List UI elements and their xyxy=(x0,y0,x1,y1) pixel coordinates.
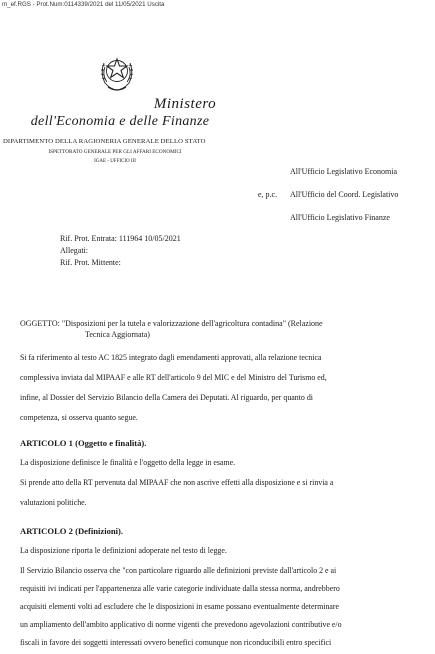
ref-entry-protocol: Rif. Prot. Entrata: 111964 10/05/2021 xyxy=(60,234,181,243)
article2-line-2: Il Servizio Bilancio osserva che "con particolare riguardo alle definizioni previste dall'articolo 2 e ai xyxy=(20,566,337,575)
article1-line-2: Si prende atto della RT pervenuta dal MIPAAF che non ascrive effetti alla disposizione e si rinvia a xyxy=(20,478,334,487)
recipient-main: All'Ufficio Legislativo Economia xyxy=(290,167,398,176)
department-name: DIPARTIMENTO DELLA RAGIONERIA GENERALE DELLO STATO xyxy=(3,138,206,145)
article2-line-1: La disposizione riporta le definizioni adoperate nel testo di legge. xyxy=(20,546,227,555)
intro-line-2: complessiva inviata dal MIPAAF e alle RT dell'articolo 9 del MIC e del Ministro del Turismo ed, xyxy=(20,373,327,382)
recipient-cc-1: All'Ufficio del Coord. Legislativo xyxy=(290,190,399,199)
article2-line-4: acquisiti elementi volti ad escludere che le disposizioni in esame possano eventualmente determinare xyxy=(20,602,340,611)
intro-line-3: infine, al Dossier del Servizio Bilancio della Camera dei Deputati. Al riguardo, per quanto di xyxy=(20,393,313,402)
inspectorate-name: ISPETTORATO GENERALE PER GLI AFFARI ECONOMICI xyxy=(48,149,182,155)
article2-line-6: fiscali in favore dei soggetti interessati ovvero benefici comunque non riconducibili entro specifici xyxy=(20,638,332,647)
subject-line-1: OGGETTO: "Disposizioni per la tutela e valorizzazione dell'agricoltura contadina" (Relazione xyxy=(20,319,323,328)
italian-republic-emblem-icon xyxy=(96,53,138,93)
protocol-stamp: m_ef.RGS - Prot.Num:0114339/2021 del 11/05/2021 Uscita xyxy=(2,1,165,8)
article2-heading: ARTICOLO 2 (Definizioni). xyxy=(20,526,124,536)
article1-line-1: La disposizione definisce le finalità e l'oggetto della legge in esame. xyxy=(20,458,236,467)
ministry-name-line1: Ministero xyxy=(153,96,217,112)
intro-line-1: Si fa riferimento al testo AC 1825 integrato dagli emendamenti approvati, alla relazione tecnica xyxy=(20,353,322,362)
article2-line-5: un ampliamento dell'ambito applicativo di norme vigenti che prevedono agevolazioni contributive e/o xyxy=(20,620,342,629)
article1-heading: ARTICOLO 1 (Oggetto e finalità). xyxy=(20,438,147,448)
intro-line-4: competenza, si osserva quanto segue. xyxy=(20,413,138,422)
ministry-name-line2: dell'Economia e delle Finanze xyxy=(30,114,210,129)
cc-label: e, p.c. xyxy=(258,190,278,199)
office-name: IGAE - UFFICIO III xyxy=(94,159,136,164)
recipient-cc-2: All'Ufficio Legislativo Finanze xyxy=(290,213,390,222)
subject-line-2: Tecnica Aggiornata) xyxy=(85,330,150,339)
ref-sender-protocol: Rif. Prot. Mittente: xyxy=(60,258,121,267)
article2-line-3: requisiti ivi indicati per l'appartenenza alle varie categorie individuate dalla stessa norma, andrebbero xyxy=(20,584,340,593)
ref-attachments: Allegati: xyxy=(60,246,88,255)
article1-line-3: valutazioni politiche. xyxy=(20,498,87,507)
